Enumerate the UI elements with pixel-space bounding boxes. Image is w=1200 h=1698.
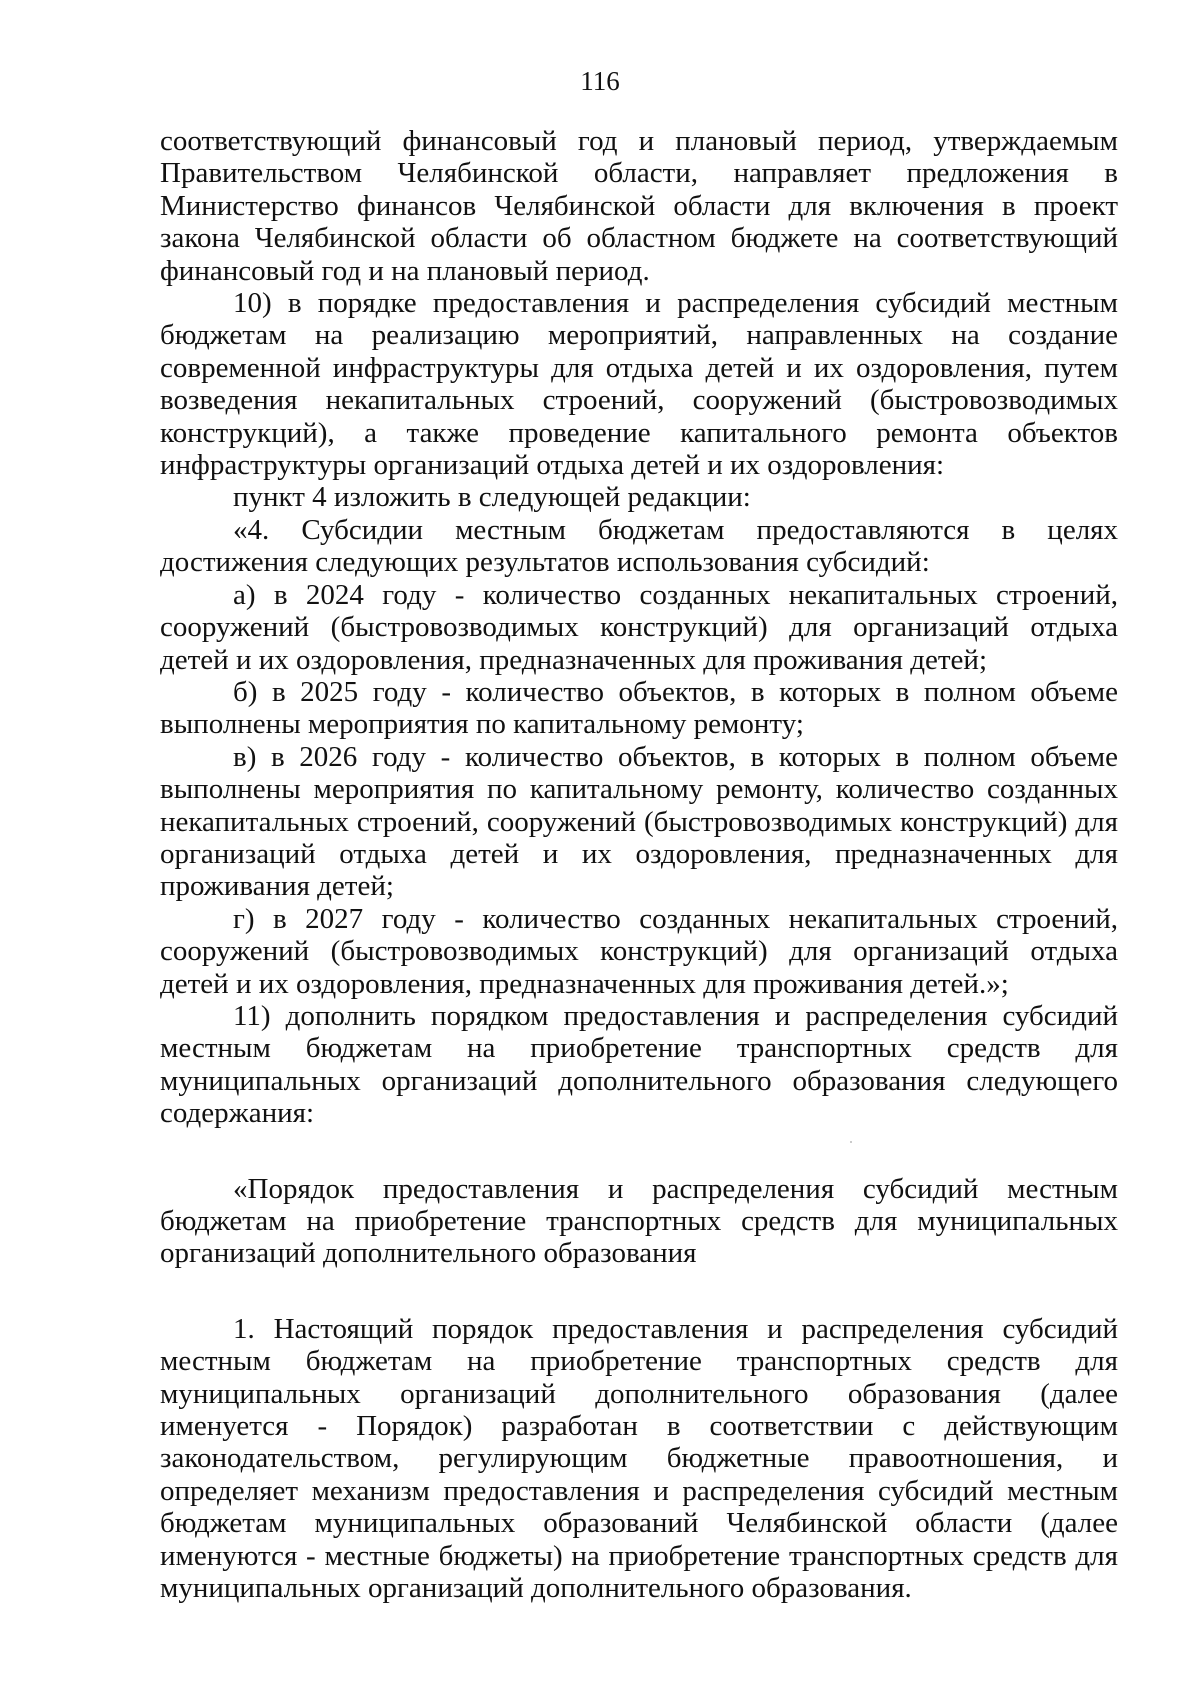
section-paragraph-1: 1. Настоящий порядок предоставления и распределения субсидий местным бюджетам на приобретение транспортных средств для муниципальных организаций дополнительного образования (далее именуется - Порядок) разработан в соответствии с действующим законодательством, регулирующим бюджетные правоотношения, и определяет механизм предоставления и распределения субсидий местным бюджетам муниципальных образований Челябинской области (далее именуются - местные бюджеты) на приобретение транспортных средств для муниципальных организаций дополнительного образования. xyxy=(160,1312,1118,1605)
paragraph-subitem-v: в) в 2026 году - количество объектов, в которых в полном объеме выполнены мероприятия по капитальному ремонту, количество созданных некапитальных строений, сооружений (быстровозводимых конструкций) для организаций отдыха детей и их оздоровления, предназначенных для проживания детей; xyxy=(160,740,1118,903)
paragraph-amendment-intro: пункт 4 изложить в следующей редакции: xyxy=(233,481,751,514)
section-title: «Порядок предоставления и распределения субсидий местным бюджетам на приобретение транспортных средств для муниципальных организаций дополнительного образования xyxy=(160,1172,1118,1270)
paragraph-subitem-g: г) в 2027 году - количество созданных некапитальных строений, сооружений (быстровозводимых конструкций) для организаций отдыха детей и их оздоровления, предназначенных для проживания детей.»; xyxy=(160,902,1118,1000)
paragraph-item-10: 10) в порядке предоставления и распределения субсидий местным бюджетам на реализацию мероприятий, направленных на создание современной инфраструктуры для отдыха детей и их оздоровления, путем возведения некапитальных строений, сооружений (быстровозводимых конструкций), а также проведение капитального ремонта объектов инфраструктуры организаций отдыха детей и их оздоровления: xyxy=(160,287,1118,482)
paragraph-clause-4: «4. Субсидии местным бюджетам предоставляются в целях достижения следующих результатов использования субсидий: xyxy=(160,513,1118,579)
paragraph-item-11: 11) дополнить порядком предоставления и распределения субсидий местным бюджетам на приобретение транспортных средств для муниципальных организаций дополнительного образования следующего содержания: xyxy=(160,999,1118,1130)
paragraph-subitem-b: б) в 2025 году - количество объектов, в которых в полном объеме выполнены мероприятия по капитальному ремонту; xyxy=(160,675,1118,741)
page-number: 116 xyxy=(580,66,620,96)
scan-speck xyxy=(850,1141,852,1143)
document-body xyxy=(160,125,1118,1604)
paragraph-continuation: соответствующий финансовый год и плановый период, утверждаемым Правительством Челябинской области, направляет предложения в Министерство финансов Челябинской области для включения в проект закона Челябинской области об областном бюджете на соответствующий финансовый год и на плановый период. xyxy=(160,125,1118,287)
paragraph-subitem-a: а) в 2024 году - количество созданных некапитальных строений, сооружений (быстровозводимых конструкций) для организаций отдыха детей и их оздоровления, предназначенных для проживания детей; xyxy=(160,578,1118,676)
